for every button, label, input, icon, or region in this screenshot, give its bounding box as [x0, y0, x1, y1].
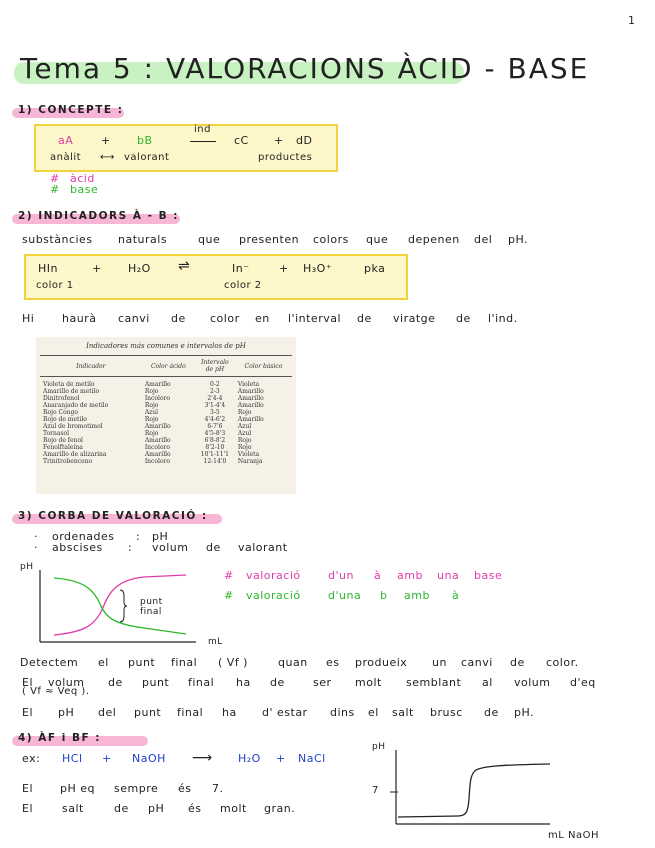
cell-intervalo: 6'8-8'2: [204, 437, 226, 444]
legend2-mark: #: [224, 589, 234, 602]
cell-color-basico: Azul: [237, 423, 252, 430]
s3-l1-6: quan: [278, 656, 308, 669]
s3-l2-13: d'eq: [570, 676, 596, 689]
s4-ex-arrow: ⟶: [192, 750, 213, 766]
titration-curves-graph: [14, 560, 234, 650]
graph-1-annotation-2: final: [140, 607, 162, 617]
cell-color-basico: Amarillo: [237, 395, 264, 402]
cell-color-acido: Rojo: [144, 416, 159, 423]
eq-aA: aA: [58, 134, 74, 147]
s4-l2-5: és: [188, 802, 202, 815]
table-row: [40, 430, 292, 437]
s3-l2-6: ha: [236, 676, 251, 689]
cell-color-basico: Rojo: [237, 409, 252, 416]
eq-dD: dD: [296, 134, 313, 147]
eq-ind-label: ind: [194, 124, 211, 135]
th-indicator: Indicador: [40, 356, 142, 377]
cell-color-basico: Violeta: [237, 381, 260, 388]
s3-l1-4: final: [171, 656, 198, 669]
cell-color-basico: Rojo: [237, 444, 252, 451]
cell-intervalo: 3-5: [210, 409, 220, 416]
bullet-abscises-v2: de: [206, 541, 221, 554]
s3-l2-3: de: [108, 676, 123, 689]
s3-l3-6: ha: [222, 706, 237, 719]
bullet-abscises-v1: volum: [152, 541, 189, 554]
cell-intervalo: 6-7'6: [207, 423, 223, 430]
legend1-w5: una: [437, 569, 460, 582]
s2-after-6: en: [255, 312, 270, 325]
cell-intervalo: 12-14'0: [203, 458, 227, 465]
legend1-mark: #: [224, 569, 234, 582]
strong-acid-base-graph: [380, 744, 580, 834]
eq-analit: anàlit: [50, 152, 82, 163]
s3-l3-13: pH.: [514, 706, 535, 719]
graph-1-y-label: pH: [20, 562, 34, 572]
indicator-table-image: [36, 337, 296, 494]
cell-indicator: Tornasol: [43, 430, 70, 437]
s2-intro-9: pH.: [508, 233, 529, 246]
s3-l1-5: ( Vf ): [218, 656, 248, 669]
cell-color-acido: Amarillo: [144, 437, 171, 444]
s4-ex-NaCl: NaCl: [298, 752, 326, 765]
ind-HIn: HIn: [38, 262, 58, 275]
eq-bB: bB: [137, 134, 153, 147]
s2-after-1: Hi: [22, 312, 35, 325]
s3-l2-4: punt: [142, 676, 170, 689]
cell-indicator: Rojo de fenol: [43, 437, 83, 444]
s3-l3-1: El: [22, 706, 34, 719]
curve-strong-acid-base: [398, 764, 550, 817]
s3-l3-12: de: [484, 706, 499, 719]
cell-intervalo: 2-3: [210, 388, 220, 395]
s4-l2-6: molt: [220, 802, 247, 815]
s4-ex-NaOH: NaOH: [132, 752, 166, 765]
ind-plus-2: +: [279, 262, 289, 275]
bullet-ordenades-value: pH: [152, 530, 169, 543]
ind-H3O: H₃O⁺: [303, 262, 333, 275]
legend-base: base: [70, 183, 99, 196]
cell-intervalo: 3'1-4'4: [204, 402, 226, 409]
s2-after-4: de: [171, 312, 186, 325]
s3-l1-8: produeix: [355, 656, 408, 669]
bullet-2: ·: [34, 541, 38, 554]
cell-indicator: Rojo de metilo: [43, 416, 87, 423]
s3-l3-10: salt: [392, 706, 414, 719]
s3-l3-2: pH: [58, 706, 75, 719]
table-header-row: [40, 356, 292, 377]
s4-l1-2: pH eq: [60, 782, 96, 795]
eq-productes: productes: [258, 152, 313, 163]
s4-l2-3: de: [114, 802, 129, 815]
s3-l2-10: semblant: [406, 676, 462, 689]
legend-acid-mark: #: [50, 172, 60, 185]
table-row: [40, 402, 292, 409]
s3-l1-10: canvi: [461, 656, 493, 669]
cell-color-acido: Rojo: [144, 430, 159, 437]
cell-intervalo: 2'4-4: [207, 395, 223, 402]
ind-In: In⁻: [232, 262, 250, 275]
th-color-basico: Color básico: [235, 356, 292, 377]
cell-intervalo: 4'5-8'3: [204, 430, 226, 437]
bullet-abscises-colon: :: [128, 541, 133, 554]
s2-intro-8: del: [474, 233, 493, 246]
graph-1-x-label: mL: [208, 637, 223, 647]
cell-color-acido: Amarillo: [144, 423, 171, 430]
s4-l1-4: és: [178, 782, 192, 795]
concept-equation-box: [34, 124, 338, 172]
s4-ex-plus-2: +: [276, 752, 286, 765]
s3-l3-5: final: [177, 706, 204, 719]
s2-intro-4: presenten: [239, 233, 300, 246]
legend1-w1: valoració: [246, 569, 301, 582]
cell-indicator: Violeta de metilo: [43, 381, 95, 388]
graph-1-annotation-1: punt: [140, 597, 163, 607]
page-title: Tema 5 : VALORACIONS ÀCID - BASE: [20, 52, 590, 85]
section-3-heading: 3) CORBA DE VALORACIÓ :: [18, 510, 208, 522]
s2-after-9: viratge: [393, 312, 436, 325]
cell-intervalo: 10'1-11'1: [200, 451, 229, 458]
eq-plus-2: +: [274, 134, 284, 147]
ind-color-2: color 2: [224, 280, 262, 291]
cell-color-acido: Amarillo: [144, 381, 171, 388]
cell-color-acido: Rojo: [144, 388, 159, 395]
s3-l2-2: volum: [48, 676, 85, 689]
legend1-w4: amb: [397, 569, 423, 582]
s2-intro-5: colors: [313, 233, 349, 246]
s4-l1-5: 7.: [212, 782, 224, 795]
ind-plus-1: +: [92, 262, 102, 275]
eq-cC: cC: [234, 134, 249, 147]
s3-l3-7: d' estar: [262, 706, 308, 719]
legend2-w1: valoració: [246, 589, 301, 602]
bullet-ordenades-colon: :: [136, 530, 141, 543]
bullet-abscises-v3: valorant: [238, 541, 288, 554]
ind-color-1: color 1: [36, 280, 74, 291]
bullet-abscises: abscises: [52, 541, 103, 554]
s3-l2-12: volum: [514, 676, 551, 689]
s3-l1-2: el: [98, 656, 109, 669]
s2-after-2: haurà: [62, 312, 97, 325]
s2-intro-6: que: [366, 233, 389, 246]
table-row: [40, 423, 292, 430]
s4-l2-2: salt: [62, 802, 84, 815]
ind-equilibrium: ⇌: [178, 258, 191, 274]
cell-color-basico: Amarillo: [237, 402, 264, 409]
s2-after-10: de: [456, 312, 471, 325]
table-row: [40, 416, 292, 423]
cell-color-acido: Rojo: [144, 402, 159, 409]
s3-l3-9: el: [368, 706, 379, 719]
s3-l1-9: un: [432, 656, 447, 669]
s2-after-8: de: [357, 312, 372, 325]
cell-color-basico: Azul: [237, 430, 252, 437]
cell-color-basico: Violeta: [237, 451, 260, 458]
cell-color-acido: Azul: [144, 409, 159, 416]
eq-double-arrow: ⟷: [100, 152, 115, 163]
table-row: [40, 451, 292, 458]
s2-intro-7: depenen: [408, 233, 460, 246]
cell-intervalo: 8'2-10: [205, 444, 225, 451]
table-row: [40, 437, 292, 444]
legend1-w3: à: [374, 569, 382, 582]
section-1-heading: 1) CONCEPTE :: [18, 104, 124, 116]
cell-color-basico: Amarillo: [237, 416, 264, 423]
section-4-heading: 4) ÀF i BF :: [18, 732, 101, 744]
s3-l2-9: molt: [355, 676, 382, 689]
table-row: [40, 409, 292, 416]
cell-indicator: Fenolftaleína: [43, 444, 83, 451]
s2-after-3: canvi: [118, 312, 150, 325]
table-row: [40, 458, 292, 465]
cell-indicator: Azul de bromotimol: [43, 423, 103, 430]
legend-base-mark: #: [50, 183, 60, 196]
graph-2-y-label: pH: [372, 742, 386, 752]
s3-l2-1: El: [22, 676, 34, 689]
eq-plus-1: +: [101, 134, 111, 147]
indicator-equation-box: [24, 254, 408, 300]
s2-intro-1: substàncies: [22, 233, 93, 246]
eq-valorant: valorant: [124, 152, 170, 163]
curve-base-with-acid: [54, 578, 186, 634]
legend1-w6: base: [474, 569, 503, 582]
s3-l3-3: del: [98, 706, 117, 719]
legend2-w4: amb: [404, 589, 430, 602]
cell-color-acido: Incoloro: [144, 444, 171, 451]
indicator-table-body: [40, 377, 292, 466]
s2-intro-2: naturals: [118, 233, 168, 246]
s2-intro-3: que: [198, 233, 221, 246]
s3-l1-11: de: [510, 656, 525, 669]
page-number: 1: [628, 14, 636, 27]
cell-color-acido: Incoloro: [144, 458, 171, 465]
s3-l3-4: punt: [134, 706, 162, 719]
cell-intervalo: 0-2: [210, 381, 220, 388]
cell-indicator: Dinitrofenol: [43, 395, 80, 402]
cell-color-acido: Incoloro: [144, 395, 171, 402]
s2-after-11: l'ind.: [488, 312, 518, 325]
s3-l2-8: ser: [313, 676, 332, 689]
section-2-heading: 2) INDICADORS À - B :: [18, 210, 180, 222]
s3-l3-11: brusc: [430, 706, 463, 719]
legend2-w5: à: [452, 589, 460, 602]
legend2-w3: b: [380, 589, 388, 602]
table-row: [40, 444, 292, 451]
endpoint-brace: [120, 590, 127, 622]
s4-l1-3: sempre: [114, 782, 159, 795]
s3-l2-11: al: [482, 676, 493, 689]
table-row: [40, 395, 292, 402]
cell-intervalo: 4'4-6'2: [204, 416, 226, 423]
legend1-w2: d'un: [328, 569, 354, 582]
s3-l1-1: Detectem: [20, 656, 79, 669]
th-color-acido: Color ácido: [142, 356, 195, 377]
cell-indicator: Amarillo de alizarina: [43, 451, 107, 458]
s4-l2-7: gran.: [264, 802, 296, 815]
indicator-table: [40, 355, 292, 465]
s3-l1-7: es: [326, 656, 340, 669]
s3-l2-5: final: [188, 676, 215, 689]
eq-arrow: [190, 141, 216, 142]
s2-after-5: color: [210, 312, 240, 325]
cell-color-basico: Rojo: [237, 437, 252, 444]
bullet-1: ·: [34, 530, 38, 543]
s4-ex-plus-1: +: [102, 752, 112, 765]
curve-acid-with-base: [54, 575, 186, 635]
cell-color-acido: Amarillo: [144, 451, 171, 458]
th-intervalo: Intervalo de pH: [195, 356, 235, 377]
table-row: [40, 377, 292, 389]
legend2-w2: d'una: [328, 589, 362, 602]
s3-l2b: ( Vf ≈ Veq ).: [22, 686, 90, 697]
cell-indicator: Rojo Congo: [43, 409, 79, 416]
ind-pka: pka: [364, 262, 386, 275]
s4-ex-H2O: H₂O: [238, 752, 261, 765]
s4-l2-4: pH: [148, 802, 165, 815]
legend-acid: àcid: [70, 172, 95, 185]
s3-l3-8: dins: [330, 706, 355, 719]
cell-color-basico: Naranja: [237, 458, 263, 465]
cell-indicator: Trinitrobenceno: [43, 458, 93, 465]
table-caption: Indicadores más comunes e intervalos de pH: [86, 342, 246, 350]
s3-l1-12: color.: [546, 656, 579, 669]
s4-l2-1: El: [22, 802, 34, 815]
s3-l2-7: de: [270, 676, 285, 689]
s2-after-7: l'interval: [288, 312, 342, 325]
s3-l1-3: punt: [128, 656, 156, 669]
cell-color-basico: Amarillo: [237, 388, 264, 395]
ind-H2O: H₂O: [128, 262, 151, 275]
s4-ex-label: ex:: [22, 752, 41, 765]
graph-2-x-label: mL NaOH: [548, 830, 599, 841]
cell-indicator: Anaranjado de metilo: [43, 402, 109, 409]
graph-2-y-tick-label: 7: [372, 785, 379, 796]
cell-indicator: Amarillo de metilo: [43, 388, 100, 395]
bullet-ordenades: ordenades: [52, 530, 115, 543]
s4-ex-HCl: HCl: [62, 752, 83, 765]
table-row: [40, 388, 292, 395]
s4-l1-1: El: [22, 782, 34, 795]
